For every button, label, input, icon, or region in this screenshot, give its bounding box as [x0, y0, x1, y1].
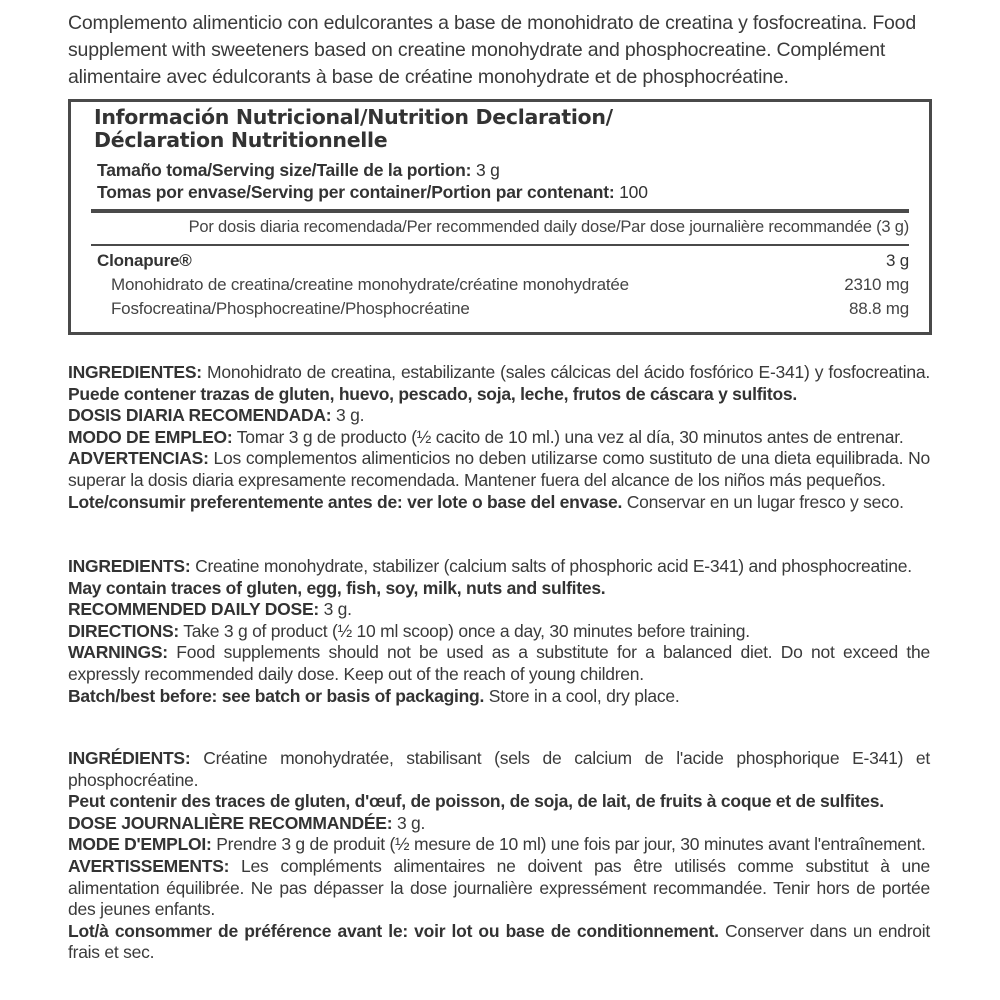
allergens-text: Peut contenir des traces de gluten, d'œuf, de poisson, de soja, de lait, de fruits à coque et de sulfites. — [68, 791, 884, 812]
title-line-1: Información Nutricional/Nutrition Declaration/ — [94, 105, 613, 129]
section-french — [68, 748, 930, 964]
ingredients-paragraph — [68, 362, 930, 405]
nutrient-value: 88.8 mg — [848, 299, 909, 318]
section-english — [68, 556, 930, 707]
nutrition-panel-title — [94, 106, 613, 152]
nutrient-value: 3 g — [885, 251, 909, 270]
usage-paragraph — [68, 621, 930, 643]
storage-text: Conservar en un lugar fresco y seco. — [626, 491, 904, 512]
batch-label: Lote/consumir preferentemente antes de: ver lote o base del envase. — [68, 491, 623, 512]
ingredients-text: Monohidrato de creatina, estabilizante (sales cálcicas del ácido fosfórico E-341) y fosfocreatina. — [207, 362, 930, 382]
ingredients-paragraph — [68, 748, 930, 791]
nutrient-name: Fosfocreatina/Phosphocreatine/Phosphocréatine — [111, 299, 470, 318]
dose-label: RECOMMENDED DAILY DOSE: — [68, 599, 319, 620]
allergens-text: May contain traces of gluten, egg, fish, soy, milk, nuts and sulfites. — [68, 577, 606, 598]
warnings-text: Food supplements should not be used as a substitute for a balanced diet. Do not exceed the expressly recommended daily dose. Keep out of the reach of young children. — [68, 642, 930, 684]
divider-thin — [91, 244, 909, 246]
batch-label: Batch/best before: see batch or basis of packaging. — [68, 685, 485, 706]
title-line-2: Déclaration Nutritionnelle — [94, 128, 388, 152]
batch-paragraph — [68, 492, 930, 514]
allergens-paragraph — [68, 791, 930, 813]
dose-text: 3 g. — [336, 405, 365, 426]
dose-paragraph — [68, 599, 930, 621]
serving-size — [97, 160, 500, 181]
nutrient-name: Clonapure® — [97, 251, 192, 270]
nutrient-row-phosphocreatine — [111, 299, 909, 319]
serving-size-label: Tamaño toma/Serving size/Taille de la portion: — [97, 160, 472, 180]
ingredients-label: INGREDIENTES: — [68, 362, 202, 382]
section-spanish — [68, 362, 930, 513]
ingredients-label: INGRÉDIENTS: — [68, 748, 191, 768]
storage-text: Store in a cool, dry place. — [488, 685, 680, 706]
product-description: Complemento alimenticio con edulcorantes a base de monohidrato de creatina y fosfocreatina. Food supplement with sweeteners based on creatine monohydrate and phosphocreatine. Complément alimentaire avec édulcorants à base de créatine monohydrate et de phosphocréatine. — [68, 12, 916, 88]
nutrition-panel — [68, 99, 932, 335]
dose-text: 3 g. — [396, 812, 426, 833]
dose-label: DOSIS DIARIA RECOMENDADA: — [68, 405, 332, 426]
usage-text: Take 3 g of product (½ 10 ml scoop) once a day, 30 minutes before training. — [183, 620, 750, 641]
batch-paragraph — [68, 686, 930, 708]
warnings-text: Les compléments alimentaires ne doivent pas être utilisés comme substitut à une alimentation équilibrée. Ne pas dépasser la dose journalière expressément recommandée. Tenir hors de portée des jeunes enfants. — [68, 855, 930, 920]
usage-paragraph — [68, 834, 930, 856]
ingredients-text: Creatine monohydrate, stabilizer (calcium salts of phosphoric acid E-341) and phosphocreatine. — [195, 556, 912, 576]
nutrient-row-creatine — [111, 275, 909, 295]
nutrient-row-clonapure — [97, 251, 909, 271]
warnings-paragraph — [68, 856, 930, 921]
nutrient-value: 2310 mg — [844, 275, 909, 294]
usage-label: DIRECTIONS: — [68, 620, 179, 641]
warnings-label: ADVERTENCIAS: — [68, 448, 209, 469]
servings-per-container — [97, 182, 648, 203]
usage-text: Tomar 3 g de producto (½ cacito de 10 ml.) una vez al día, 30 minutos antes de entrenar. — [236, 426, 904, 447]
dose-paragraph — [68, 813, 930, 835]
warnings-label: WARNINGS: — [68, 642, 168, 663]
divider-thick — [91, 209, 909, 213]
storage-text: Conserver dans un endroit frais et sec. — [68, 920, 931, 963]
dose-text: 3 g. — [323, 599, 352, 620]
nutrient-name: Monohidrato de creatina/creatine monohydrate/créatine monohydratée — [111, 275, 629, 294]
batch-paragraph — [68, 921, 930, 964]
allergens-paragraph — [68, 578, 930, 600]
usage-text: Prendre 3 g de produit (½ mesure de 10 ml) une fois par jour, 30 minutes avant l'entraînement. — [216, 834, 926, 855]
ingredients-paragraph — [68, 556, 930, 578]
allergens-text: Puede contener trazas de gluten, huevo, pescado, soja, leche, frutos de cáscara y sulfitos. — [68, 383, 798, 404]
ingredients-text: Créatine monohydratée, stabilisant (sels de calcium de l'acide phosphorique E-341) et phosphocréatine. — [68, 748, 930, 790]
servings-label: Tomas por envase/Serving per container/Portion par contenant: — [97, 182, 615, 202]
usage-label: MODE D'EMPLOI: — [68, 834, 212, 855]
serving-size-value: 3 g — [475, 160, 500, 180]
dose-column-header: Por dosis diaria recomendada/Per recommended daily dose/Par dose journalière recommandée (3 g) — [188, 218, 909, 236]
servings-value: 100 — [619, 182, 648, 202]
batch-label: Lot/à consommer de préférence avant le: voir lot ou base de conditionnement. — [68, 920, 719, 941]
warnings-text: Los complementos alimenticios no deben utilizarse como sustituto de una dieta equilibrada. No superar la dosis diaria expresamente recomendada. Mantener fuera del alcance de los niños más pequeños. — [68, 448, 930, 490]
warnings-label: AVERTISSEMENTS: — [68, 855, 230, 876]
dose-paragraph — [68, 405, 930, 427]
usage-label: MODO DE EMPLEO: — [68, 426, 233, 447]
warnings-paragraph — [68, 642, 930, 685]
usage-paragraph — [68, 427, 930, 449]
warnings-paragraph — [68, 448, 930, 491]
dose-label: DOSE JOURNALIÈRE RECOMMANDÉE: — [68, 812, 393, 833]
ingredients-label: INGREDIENTS: — [68, 556, 191, 576]
